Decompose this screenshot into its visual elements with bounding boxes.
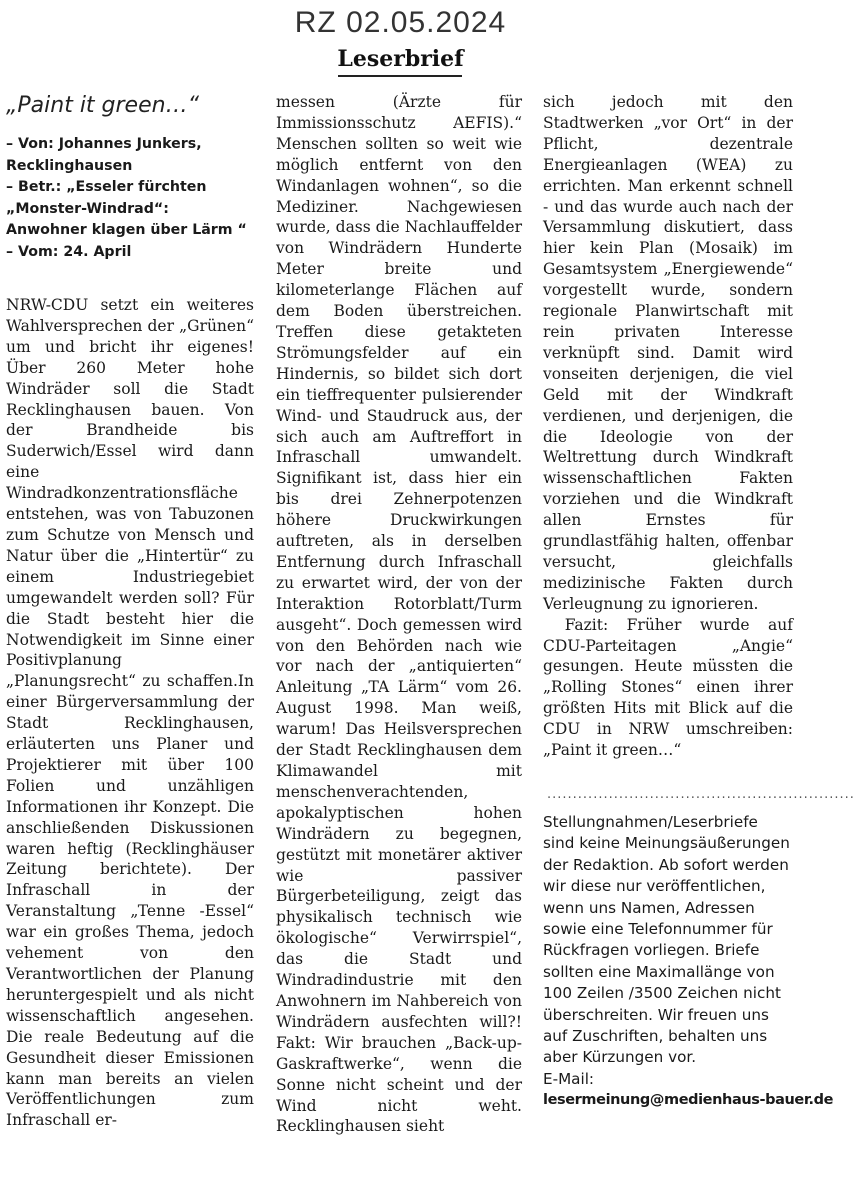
dotted-separator: ............................................................ <box>547 787 855 802</box>
editorial-notice: Stellungnahmen/Leserbriefe sind keine Meinungsäußerungen der Redaktion. Ab sofort werden wir diese nur veröffentlichen, wenn uns Namen, Adressen sowie eine Telefonnummer für Rückfragen vorliegen. Briefe sollten eine Maximallänge von 100 Zeilen /3500 Zeichen nicht überschreiten. Wir freuen uns auf Zuschriften, behalten uns aber Kürzungen vor. <box>543 812 790 1067</box>
section-title: Leserbrief <box>337 46 464 72</box>
letter-body-part-1: NRW-CDU setzt ein weiteres Wahlversprechen der „Grünen“ um und bricht ihr eigenes! Über 260 Meter hohe Windräder soll die Stadt Recklinghausen bauen. Von der Brandheide bis Suderwich/Essel wird dann eine Windradkonzentrationsfläche entstehen, was von Tabuzonen zum Schutze von Mensch und Natur über die „Hintertür“ zu einem Industriegebiet umgewandelt werden soll? Für die Stadt besteht hier die Notwendigkeit im Sinne einer Positivplanung „Planungsrecht“ zu schaffen.In einer Bürgerversammlung der Stadt Recklinghausen, erläuterten uns Planer und Projektierer mit über 100 Folien und unzähligen Informationen ihr Konzept. Die anschließenden Diskussionen waren heftig (Recklinghäuser Zeitung berichtete). Der Infraschall in der Veranstaltung „Tenne -Essel“ war ein großes Thema, jedoch vehement von den Verantwortlichen der Planung heruntergespielt und als nicht wissenschaftlich angesehen. Die reale Bedeutung auf die Gesundheit dieser Emissionen kann man bereits an vielen Veröffentlichungen zum Infraschall er- <box>6 296 254 1130</box>
letter-body-part-2: messen (Ärzte für Immissionsschutz AEFIS).“ Menschen sollten so weit wie möglich entfernt von den Windanlagen wohnen“, so die Mediziner. Nachgewiesen wurde, dass die Nachlauffelder von Windrädern Hunderte Meter breite und kilometerlange Flächen auf dem Boden überstreichen. Treffen diese getakteten Strömungsfelder auf ein Hindernis, so bildet sich dort ein tieffrequenter pulsierender Wind- und Staudruck aus, der sich auch am Auftreffort in Infraschall umwandelt. Signifikant ist, dass hier ein bis drei Zehnerpotenzen höhere Druckwirkungen auftreten, als in derselben Entfernung durch Infraschall zu erwartet wird, der von der Interaktion Rotorblatt/Turm ausgeht“. Doch gemessen wird von den Behörden nach wie vor nach der „antiquierten“ Anleitung „TA Lärm“ vom 26. August 1998. Man weiß, warum! Das Heilsversprechen der Stadt Recklinghausen dem Klimawandel mit menschenverachtenden, apokalyptischen hohen Windrädern zu begegnen, gestützt mit monetärer aktiver wie passiver Bürgerbeteiligung, zeigt das physikalisch technisch wie ökologische“ Verwirrspiel“, das die Stadt und Windradindustrie mit den Anwohnern im Nahbereich von Windrädern ausfechten will?! Fakt: Wir brauchen „Back-up-Gaskraftwerke“, wenn die Sonne nicht scheint und der Wind nicht weht. Recklinghausen sieht <box>276 93 522 1136</box>
page-header <box>0 0 801 80</box>
column-2 <box>276 92 522 1188</box>
letter-headline: „Paint it green…“ <box>6 93 199 118</box>
letter-conclusion: Fazit: Früher wurde auf CDU-Parteitagen „Angie“ gesungen. Heute müssten die „Rolling Stones“ einen ihrer größten Hits mit Blick auf die CDU in NRW umschreiben: „Paint it green…“ <box>543 615 793 760</box>
letter-meta <box>6 134 254 263</box>
letter-body-part-3: sich jedoch mit den Stadtwerken „vor Ort“ in der Pflicht, dezentrale Energieanlagen (WEA) zu errichten. Man erkennt schnell - und das wurde auch nach der Versammlung diskutiert, dass hier kein Plan (Mosaik) im Gesamtsystem „Energiewende“ vorgestellt wurde, sondern regionale Planwirtschaft mit rein privaten Interesse verknüpft sind. Damit wird vonseiten derjenigen, die viel Geld mit der Windkraft verdienen, und derjenigen, die die Ideologie von der Weltrettung durch Windkraft wissenschaftlichen Fakten vorziehen und die Windkraft allen Ernstes für grundlastfähig halten, offenbar versucht, gleichfalls medizinische Fakten durch Verleugnung zu ignorieren. <box>543 93 793 613</box>
letter-reference-date: – Vom: 24. April <box>6 243 132 260</box>
letter-subject: – Betr.: „Esseler fürchten „Monster-Windrad“: Anwohner klagen über Lärm “ <box>6 179 247 238</box>
column-1 <box>6 90 254 1186</box>
email-label: E-Mail: <box>543 1069 595 1088</box>
column-3 <box>543 92 855 1188</box>
letter-author: – Von: Johannes Junkers, Recklinghausen <box>6 136 202 174</box>
email-address[interactable]: lesermeinung@medienhaus-bauer.de <box>543 1092 834 1109</box>
section-underline <box>338 75 462 77</box>
publication-date: RZ 02.05.2024 <box>294 6 507 39</box>
